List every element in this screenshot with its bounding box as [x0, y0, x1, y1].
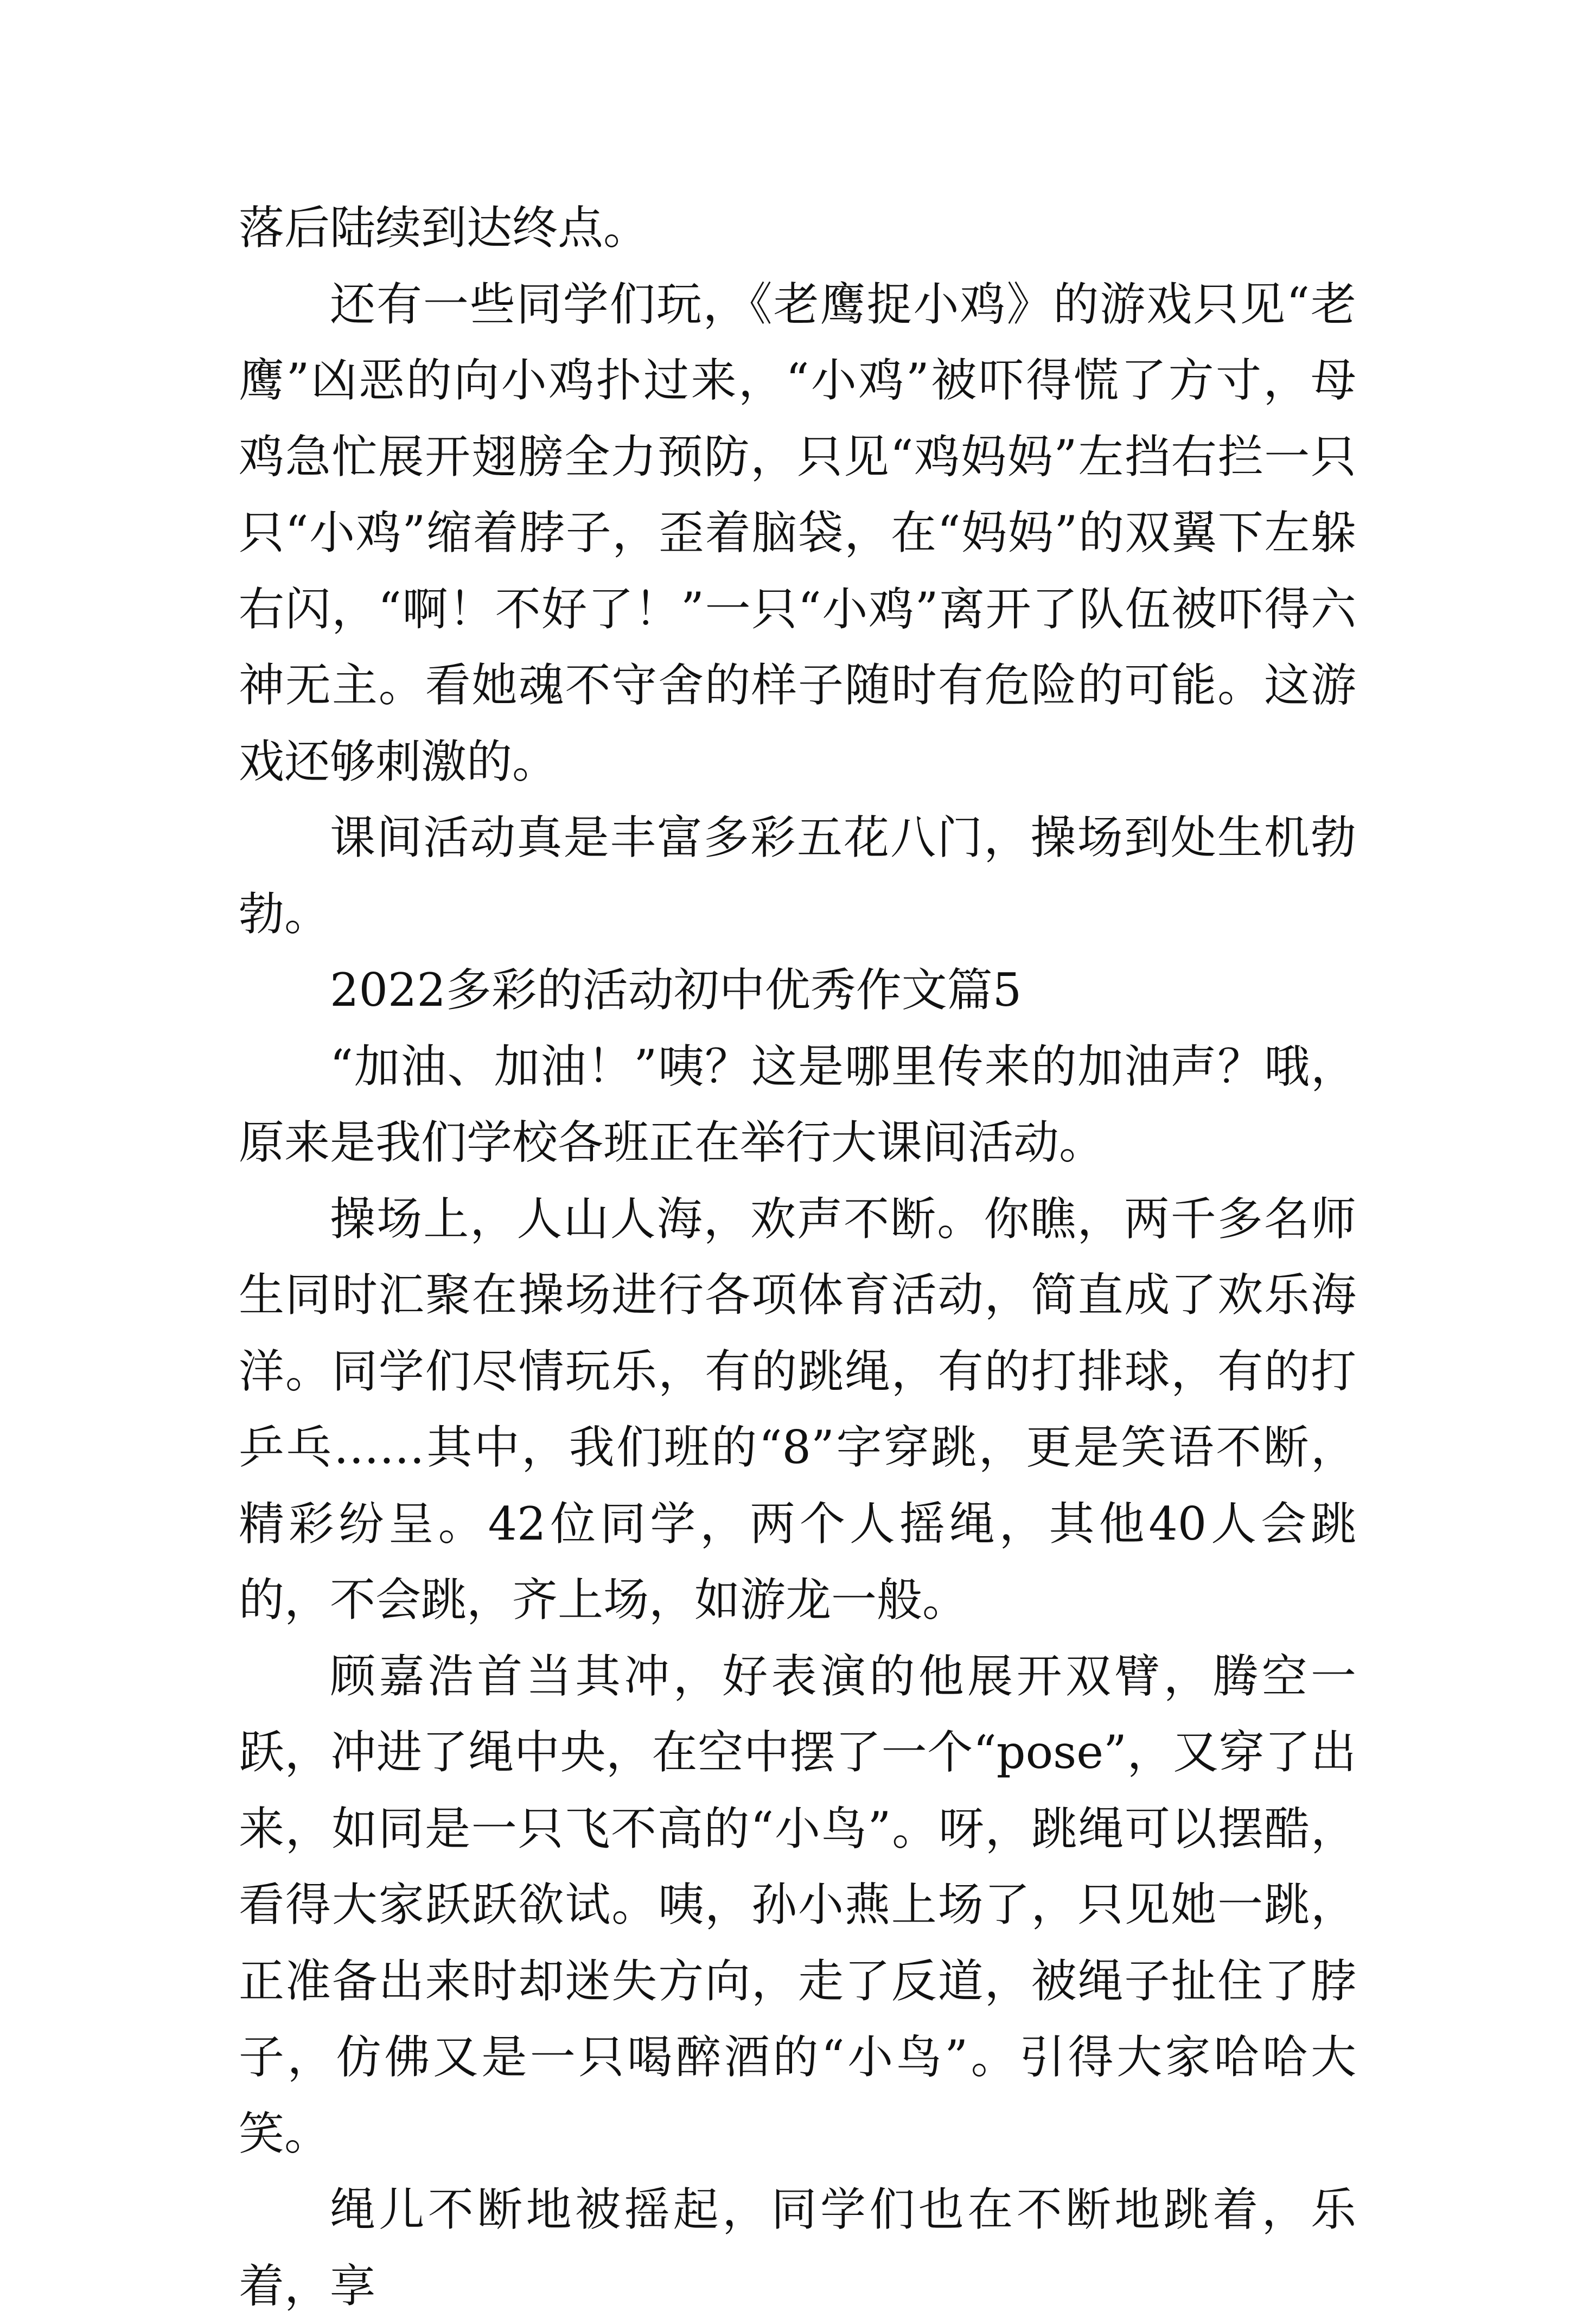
paragraph-rope-jumping: 顾嘉浩首当其冲，好表演的他展开双臂，腾空一跃，冲进了绳中央，在空中摆了一个“pose”，又穿了出来，如同是一只飞不高的“小鸟”。呀，跳绳可以摆酷，看得大家跃跃欲试。咦，孙小燕上场了，只见她一跳，正准备出来时却迷失方向，走了反道，被绳子扯住了脖子，仿佛又是一只喝醉酒的“小鸟”。引得大家哈哈大笑。: [239, 1649, 1356, 2160]
document-body: [239, 190, 1356, 2324]
paragraph-rope-continues: 绳儿不断地被摇起，同学们也在不断地跳着，乐着，享: [239, 2183, 1356, 2313]
paragraph-playground: 操场上，人山人海，欢声不断。你瞧，两千多名师生同时汇聚在操场进行各项体育活动，简直成了欢乐海洋。同学们尽情玩乐，有的跳绳，有的打排球，有的打乒乓……其中，我们班的“8”字穿跳，更是笑语不断，精彩纷呈。42位同学，两个人摇绳，其他40人会跳的，不会跳，齐上场，如游龙一般。: [239, 1192, 1356, 1626]
paragraph-summary: 课间活动真是丰富多彩五花八门，操场到处生机勃勃。: [239, 811, 1356, 941]
paragraph-eagle-game: 还有一些同学们玩，《老鹰捉小鸡》的游戏只见“老鹰”凶恶的向小鸡扑过来，“小鸡”被吓得慌了方寸，母鸡急忙展开翅膀全力预防，只见“鸡妈妈”左挡右拦一只只“小鸡”缩着脖子，歪着脑袋，在“妈妈”的双翼下左躲右闪，“啊！不好了！”一只“小鸡”离开了队伍被吓得六神无主。看她魂不守舍的样子随时有危险的可能。这游戏还够刺激的。: [239, 277, 1356, 788]
paragraph-cheering: “加油、加油！”咦？这是哪里传来的加油声？哦，原来是我们学校各班正在举行大课间活动。: [239, 1039, 1356, 1169]
paragraph-continuation: 落后陆续到达终点。: [239, 201, 649, 254]
essay-heading: 2022多彩的活动初中优秀作文篇5: [330, 963, 1022, 1017]
